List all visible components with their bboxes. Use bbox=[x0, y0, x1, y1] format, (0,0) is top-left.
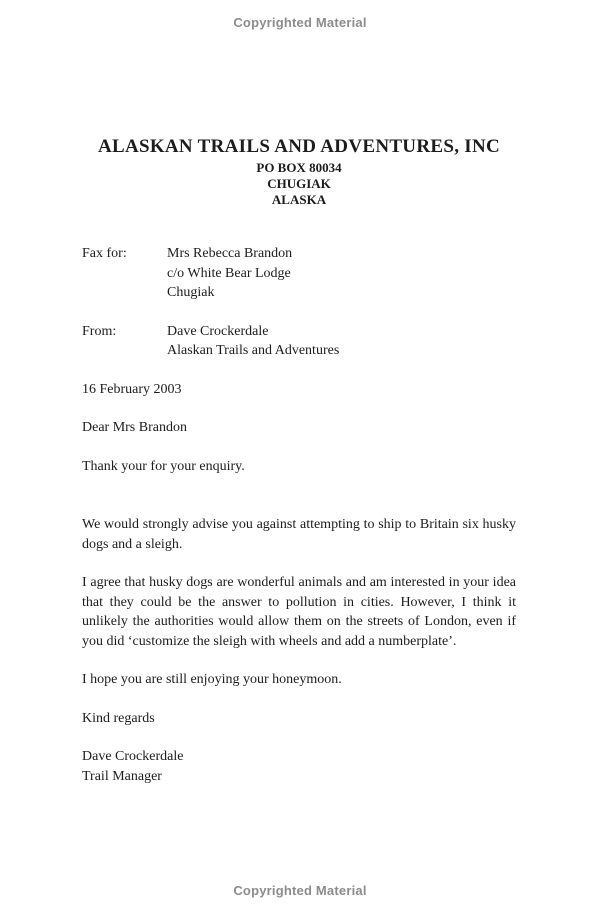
letter-date: 16 February 2003 bbox=[82, 381, 182, 397]
letterhead-state: ALASKA bbox=[271, 192, 327, 207]
fax-recipient-lines bbox=[167, 244, 516, 303]
company-name: ALASKAN TRAILS AND ADVENTURES, INC bbox=[97, 136, 501, 157]
signature-name: Dave Crockerdale bbox=[82, 749, 184, 764]
letterhead-po-box: PO BOX 80034 bbox=[256, 160, 342, 175]
letterhead bbox=[82, 136, 516, 208]
body-paragraph-3: I hope you are still enjoying your honeymoon. bbox=[82, 672, 342, 687]
sender-name: Dave Crockerdale bbox=[167, 323, 269, 339]
recipient-care-of: c/o White Bear Lodge bbox=[167, 265, 291, 281]
fax-letter bbox=[82, 136, 516, 786]
fax-recipient-block bbox=[82, 244, 516, 303]
fax-sender-block bbox=[82, 322, 516, 361]
closing: Kind regards bbox=[82, 710, 155, 726]
fax-sender-lines bbox=[167, 322, 516, 361]
copyright-banner-top: Copyrighted Material bbox=[233, 15, 367, 30]
salutation: Dear Mrs Brandon bbox=[82, 420, 187, 435]
recipient-city: Chugiak bbox=[167, 285, 215, 300]
letterhead-city: CHUGIAK bbox=[267, 176, 331, 191]
signature-title: Trail Manager bbox=[82, 768, 162, 784]
body-paragraph-1: We would strongly advise you against attempting to ship to Britain six husky dogs and a sleigh. bbox=[82, 517, 516, 552]
body-paragraph-2: I agree that husky dogs are wonderful animals and am interested in your idea that they could be the answer to pollution in cities. However, I think it unlikely the authorities would allow them on the streets of London, even if you did ‘customize the sleigh with wheels and add a numberplate’. bbox=[82, 575, 516, 649]
opening-line: Thank your for your enquiry. bbox=[82, 458, 245, 474]
fax-for-label: Fax for: bbox=[82, 246, 127, 261]
from-label: From: bbox=[82, 323, 117, 339]
recipient-name: Mrs Rebecca Brandon bbox=[167, 246, 293, 261]
sender-company: Alaskan Trails and Adventures bbox=[167, 343, 340, 358]
copyright-banner-bottom: Copyrighted Material bbox=[233, 883, 367, 898]
